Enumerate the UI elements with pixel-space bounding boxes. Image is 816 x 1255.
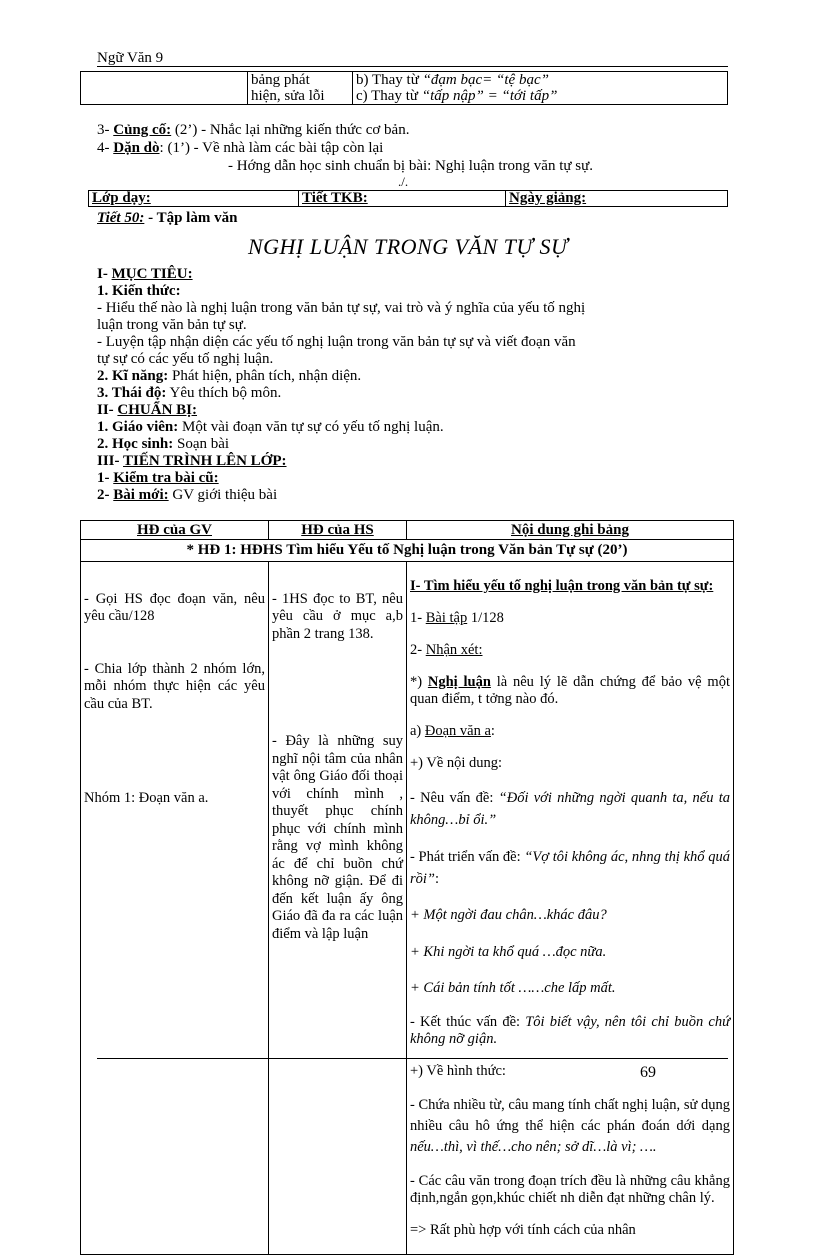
header-rule <box>97 66 728 67</box>
page-number: 69 <box>640 1064 656 1081</box>
lesson-title: NGHỊ LUẬN TRONG VĂN TỰ SỰ <box>247 234 569 259</box>
dan-do-line: 4- Dặn dò: (1’) - Về nhà làm các bài tập còn lại <box>97 140 384 156</box>
attitude-line: 3. Thái độ: Yêu thích bộ môn. <box>97 385 282 401</box>
knowledge-2b: tự sự có các yếu tố nghị luận. <box>97 351 274 367</box>
knowledge-1a: - Hiểu thế nào là nghị luận trong văn bản tự sự, vai trò và ý nghĩa của yếu tố nghị <box>97 300 586 316</box>
gv-activity-1: - Gọi HS đọc đoạn văn, nêu yêu cầu/128 <box>84 590 265 624</box>
content-point-1: + Một ngời đau chân…khác đâu? <box>410 907 607 923</box>
separator-mark: ./. <box>398 174 409 189</box>
content-form-label: +) Về hình thức: <box>410 1063 506 1079</box>
lesson-tiet: Tiết 50: - Tập làm văn <box>97 210 238 226</box>
footer-rule <box>97 1058 728 1059</box>
tiet-tkb-cell: Tiết TKB: <box>299 191 506 207</box>
content-exercise: 1- Bài tập 1/128 <box>410 609 504 626</box>
hs-activity-2: - Đây là những suy nghĩ nội tâm của nhân vật ông Giáo đối thoại với chính mình , thuyết phục chính phục với chính mình rằng vợ mình không ác để chỉ buồn chứ không nỡ giận. Để đi đến kết luận ấy ông Giáo đã đa ra các luận điểm và lập luận <box>272 733 403 942</box>
hs-activity-1: - 1HS đọc to BT, nêu yêu cầu ở mục a,b phần 2 trang 138. <box>272 590 403 642</box>
student-prep-line: 2. Học sinh: Soạn bài <box>97 436 230 452</box>
content-column <box>407 562 734 1255</box>
section-hd1: * HĐ 1: HĐHS Tìm hiểu Yếu tố Nghị luận trong Văn bản Tự sự (20’) <box>81 540 734 562</box>
objectives-heading: I- MỤC TIÊU: <box>97 266 193 282</box>
knowledge-2a: - Luyện tập nhận diện các yếu tố nghị luận trong văn bản tự sự và viết đoạn văn <box>97 334 576 350</box>
knowledge-1b: luận trong văn bản tự sự. <box>97 317 247 333</box>
content-raise-issue: - Nêu vấn đề: “Đối với những ngời quanh ta, nếu ta không…bỉ ổi.” <box>410 790 730 828</box>
content-conclude-issue: - Kết thúc vấn đề: Tôi biết vậy, nên tôi chỉ buồn chứ không nỡ giận. <box>410 1013 730 1047</box>
ngay-giang-cell: Ngày giảng: <box>506 191 728 207</box>
content-point-3: + Cái bản tính tốt ……che lấp mất. <box>410 980 616 996</box>
knowledge-label: 1. Kiến thức: <box>97 283 181 299</box>
top-table-col2: bảng phát hiện, sửa lỗi <box>248 72 353 105</box>
preparation-heading: II- CHUẨN BỊ: <box>97 402 198 418</box>
content-remark: 2- Nhận xét: <box>410 641 483 658</box>
new-lesson-line: 2- Bài mới: GV giới thiệu bài <box>97 487 278 503</box>
lop-day-cell: Lớp dạy: <box>89 191 299 207</box>
top-continuation-table <box>80 71 728 105</box>
top-table-col3: b) Thay từ “đạm bạc= “tệ bạc” c) Thay từ “tấp nập” = “tới tấp” <box>353 72 728 105</box>
procedure-heading: III- TIẾN TRÌNH LÊN LỚP: <box>97 453 287 469</box>
content-para-a: a) Đoạn văn a: <box>410 723 495 739</box>
content-definition: *) Nghị luận là nêu lý lẽ dẫn chứng để bảo vệ một quan điểm, t tởng nào đó. <box>410 673 730 707</box>
gv-activity-2: - Chia lớp thành 2 nhóm lớn, mỗi nhóm thực hiện các yêu cầu của BT. <box>84 660 265 712</box>
dan-do-line-2: - Hớng dẫn học sinh chuẩn bị bài: Nghị luận trong văn tự sự. <box>228 158 593 174</box>
gv-column <box>81 562 269 1255</box>
lesson-table <box>80 520 734 1255</box>
header-gv: HĐ của GV <box>81 521 269 540</box>
content-heading: I- Tìm hiểu yếu tố nghị luận trong văn bản tự sự: <box>410 577 714 594</box>
hs-column <box>269 562 407 1255</box>
cung-co-line: 3- Củng cố: (2’) - Nhắc lại những kiến thức cơ bản. <box>97 122 410 138</box>
content-form-2: - Các câu văn trong đoạn trích đều là những câu khẳng định,ngắn gọn,khúc chiết nh diễn đạt những chân lý. <box>410 1172 730 1206</box>
header-content: Nội dung ghi bảng <box>407 521 734 540</box>
header-hs: HĐ của HS <box>269 521 407 540</box>
info-bar <box>88 190 728 207</box>
content-form-3: => Rất phù hợp với tính cách của nhân <box>410 1222 636 1238</box>
gv-activity-3: Nhóm 1: Đoạn văn a. <box>84 790 209 806</box>
content-form-1: - Chứa nhiều từ, câu mang tính chất nghị luận, sử dụng nhiều câu hô ứng thể hiện các phán đoán dới dạng nếu…thì, vì thế…cho nên; sở dĩ…là vì; …. <box>410 1097 730 1155</box>
content-point-2: + Khi ngời ta khổ quá …đọc nữa. <box>410 943 607 960</box>
teacher-prep-line: 1. Giáo viên: Một vài đoạn văn tự sự có yếu tố nghị luận. <box>97 419 444 435</box>
top-table-col1 <box>81 72 248 105</box>
skills-line: 2. Kĩ năng: Phát hiện, phân tích, nhận diện. <box>97 368 362 384</box>
content-develop-issue: - Phát triển vấn đề: “Vợ tôi không ác, nhng thị khổ quá rồi”: <box>410 848 730 887</box>
subject-header: Ngữ Văn 9 <box>97 50 164 66</box>
old-lesson-check: 1- Kiểm tra bài cũ: <box>97 470 219 486</box>
content-about: +) Về nội dung: <box>410 755 503 771</box>
